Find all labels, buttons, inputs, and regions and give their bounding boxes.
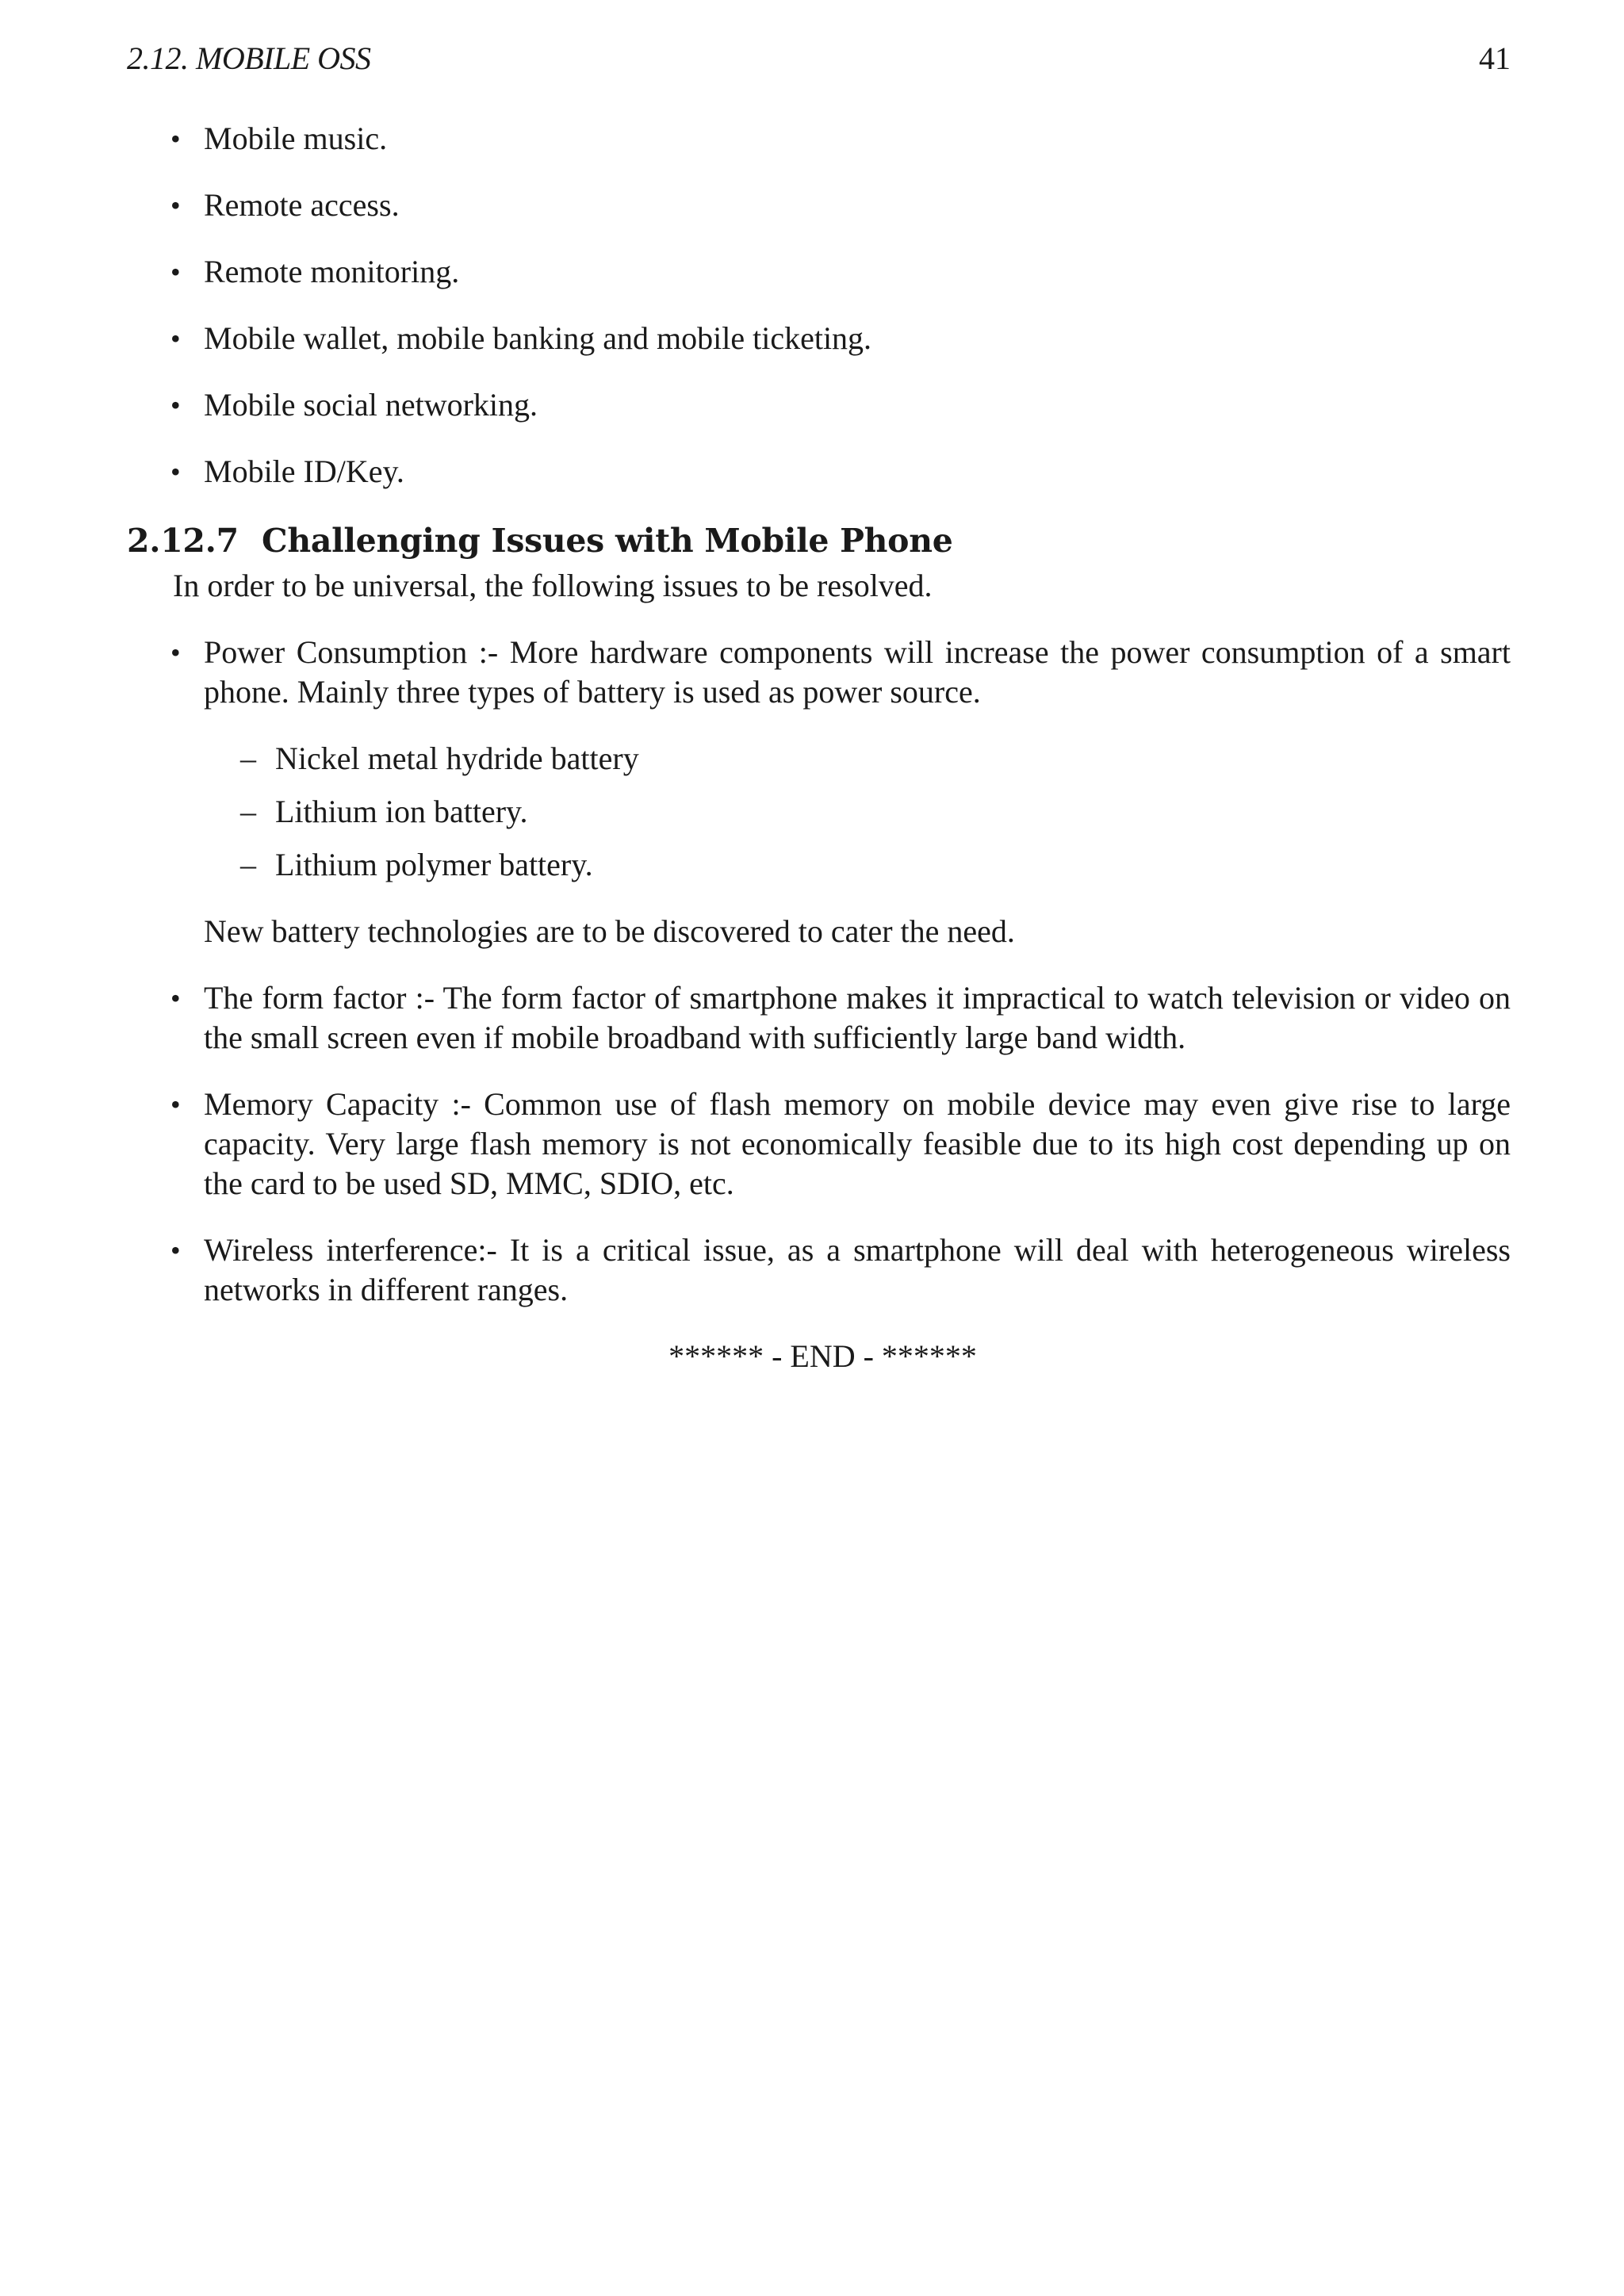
bullet-icon: •	[170, 189, 181, 221]
list-item-form-factor	[127, 978, 1511, 1058]
list-item-text: Mobile social networking.	[204, 387, 538, 423]
battery-item-text: Lithium ion battery.	[275, 794, 528, 829]
list-item-text: Mobile music.	[204, 121, 388, 156]
power-consumption-text: Power Consumption :- More hardware components will increase the power consumption of a smart phone. Mainly three types of battery is used as power source.	[204, 634, 1511, 710]
section-heading	[127, 519, 1511, 563]
list-item	[127, 119, 1511, 159]
list-item	[127, 385, 1511, 425]
battery-item	[204, 845, 1511, 885]
list-item-text: Mobile ID/Key.	[204, 453, 404, 489]
section-title: Challenging Issues with Mobile Phone	[262, 522, 953, 560]
bullet-icon: •	[170, 256, 181, 288]
battery-note: New battery technologies are to be discovered to cater the need.	[204, 913, 1015, 949]
bullet-icon: •	[170, 123, 181, 155]
list-item-text: Remote monitoring.	[204, 254, 460, 289]
issues-list	[127, 633, 1511, 1310]
list-item-memory-capacity	[127, 1085, 1511, 1203]
battery-item	[204, 792, 1511, 832]
end-marker: ****** - END - ******	[668, 1338, 977, 1374]
battery-item	[204, 739, 1511, 779]
bullet-icon: •	[170, 1234, 181, 1266]
dash-icon: –	[240, 794, 256, 829]
running-head: 2.12. MOBILE OSS	[127, 40, 371, 76]
bullet-icon: •	[170, 982, 181, 1014]
list-item-wireless-interference	[127, 1230, 1511, 1310]
list-item-text: Remote access.	[204, 187, 400, 223]
list-item	[127, 186, 1511, 225]
wireless-interference-text: Wireless interference:- It is a critical issue, as a smartphone will deal with heterogeneous wireless networks in different ranges.	[204, 1232, 1511, 1307]
page-content	[127, 119, 1511, 1376]
bullet-icon: •	[170, 1089, 181, 1120]
list-item	[127, 452, 1511, 492]
bullet-icon: •	[170, 323, 181, 354]
section-intro: In order to be universal, the following issues to be resolved.	[173, 568, 933, 603]
dash-icon: –	[240, 740, 256, 776]
section-number: 2.12.7	[127, 522, 239, 560]
dash-icon: –	[240, 847, 256, 882]
battery-list	[204, 739, 1511, 885]
form-factor-text: The form factor :- The form factor of smartphone makes it impractical to watch television or video on the small screen even if mobile broadband with sufficiently large band width.	[204, 980, 1511, 1055]
list-item-text: Mobile wallet, mobile banking and mobile ticketing.	[204, 320, 872, 356]
application-list	[127, 119, 1511, 492]
page-number: 41	[1479, 40, 1511, 76]
list-item-power-consumption	[127, 633, 1511, 951]
list-item	[127, 319, 1511, 358]
bullet-icon: •	[170, 456, 181, 488]
memory-capacity-text: Memory Capacity :- Common use of flash memory on mobile device may even give rise to large capacity. Very large flash memory is not economically feasible due to its high cost depending up on the card to be used SD, MMC, SDIO, etc.	[204, 1086, 1511, 1201]
bullet-icon: •	[170, 637, 181, 668]
bullet-icon: •	[170, 389, 181, 421]
battery-item-text: Lithium polymer battery.	[275, 847, 593, 882]
list-item	[127, 252, 1511, 292]
battery-item-text: Nickel metal hydride battery	[275, 740, 639, 776]
